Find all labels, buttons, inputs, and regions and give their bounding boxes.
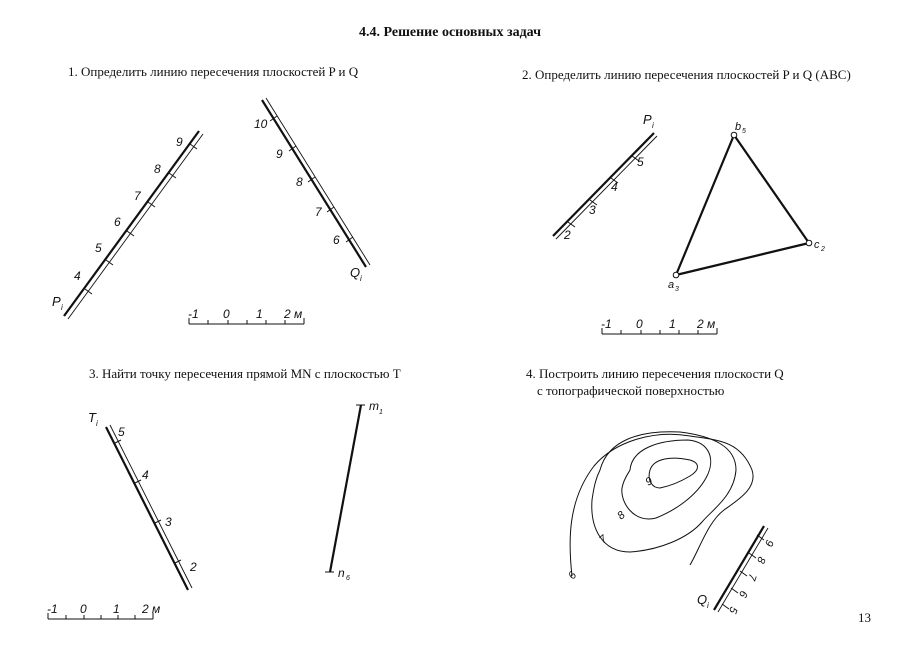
vertex-a-subscript: 3 <box>675 286 679 293</box>
task-2-label: 2. Определить линию пересечения плоскостей P и Q (ABC) <box>522 67 851 82</box>
task-1-p-mark: 7 <box>134 189 141 203</box>
task-3-scale-tick: 1 <box>113 602 120 616</box>
task-2-scale-tick: -1 <box>601 317 612 331</box>
task-1-p-mark: 5 <box>95 241 102 255</box>
vertex-c-subscript: 2 <box>821 246 825 253</box>
task-1-plane-q <box>262 98 370 267</box>
task-4-q-mark: 8 <box>754 554 768 565</box>
point-m-subscript: 1 <box>379 409 383 416</box>
vertex-c-label: c <box>814 239 820 251</box>
task-1-q-mark: 8 <box>296 175 303 189</box>
task-1-scale-tick: 2 м <box>284 307 303 321</box>
task-3-t-subscript: i <box>96 419 98 428</box>
vertex-a <box>673 272 679 278</box>
point-n-label: n <box>338 566 345 580</box>
task-2-p-mark: 5 <box>637 155 644 169</box>
task-3-label: 3. Найти точку пересечения прямой MN с плоскостью T <box>89 366 401 381</box>
task-3-scale-tick: 0 <box>80 602 87 616</box>
task-1-scale-tick: -1 <box>188 307 199 321</box>
task-4-q-subscript: i <box>707 601 709 610</box>
task-1-plane-p <box>64 131 203 319</box>
task-2-p-mark: 4 <box>611 180 618 194</box>
task-3-t-name: T <box>88 410 96 425</box>
page-number: 13 <box>858 610 871 625</box>
task-1-p-mark: 8 <box>154 162 161 176</box>
task-1-scale-tick: 1 <box>256 307 263 321</box>
task-1-p-name: P <box>52 294 61 309</box>
contour-label: 6 <box>566 569 580 582</box>
contour-9 <box>649 458 697 488</box>
vertex-b-subscript: 5 <box>742 128 746 135</box>
task-1-q-mark: 7 <box>315 205 322 219</box>
task-2-scale-tick: 0 <box>636 317 643 331</box>
contour-label: 7 <box>597 533 610 547</box>
contour-8 <box>622 440 711 519</box>
task-1-label: 1. Определить линию пересечения плоскостей P и Q <box>68 64 359 79</box>
task-3-scale <box>48 613 153 619</box>
contour-label: 9 <box>643 475 655 489</box>
vertex-a-label: a <box>668 279 675 291</box>
task-4-label-line1: 4. Построить линию пересечения плоскости Q <box>526 366 784 381</box>
task-3-t-mark: 3 <box>165 515 172 529</box>
task-1-q-mark: 6 <box>333 233 340 247</box>
vertex-c <box>806 240 812 246</box>
task-1-q-name: Q <box>350 265 361 280</box>
task-2-scale-tick: 1 <box>669 317 676 331</box>
point-n-subscript: 6 <box>346 575 350 582</box>
task-4-plane-q <box>714 526 768 612</box>
task-1-scale-tick: 0 <box>223 307 230 321</box>
task-3-line-mn <box>325 405 365 572</box>
task-4-q-name: Q <box>697 592 708 607</box>
task-2-p-mark: 2 <box>564 228 571 242</box>
task-1-p-mark: 4 <box>74 269 81 283</box>
task-1-q-subscript: i <box>360 274 362 283</box>
page-title: 4.4. Решение основных задач <box>359 25 541 40</box>
task-4-q-mark: 6 <box>736 588 750 599</box>
task-3-scale-tick: -1 <box>47 602 58 616</box>
task-2-scale-tick: 2 м <box>697 317 716 331</box>
task-3-t-mark: 4 <box>142 468 149 482</box>
task-4-q-mark: 9 <box>762 537 776 548</box>
task-3-plane-t <box>106 425 192 590</box>
task-2-p-subscript: i <box>652 121 654 130</box>
task-3-t-mark: 5 <box>118 425 125 439</box>
task-3-scale-tick: 2 м <box>142 602 161 616</box>
point-m-label: m <box>369 399 379 413</box>
task-4-q-mark: 5 <box>726 604 740 615</box>
task-2-p-mark: 3 <box>589 203 596 217</box>
task-2-p-name: P <box>643 112 652 127</box>
task-2-plane-p <box>553 133 657 239</box>
contour-label: 8 <box>615 509 628 523</box>
vertex-b <box>731 132 737 138</box>
task-1-p-mark: 9 <box>176 135 183 149</box>
task-1-q-mark: 10 <box>254 117 268 131</box>
task-1-p-mark: 6 <box>114 215 121 229</box>
task-4-q-mark: 7 <box>745 571 759 582</box>
task-4-label-line2: с топографической поверхностью <box>537 383 725 398</box>
vertex-b-label: b <box>735 121 742 133</box>
task-1-p-subscript: i <box>61 303 63 312</box>
contour-6 <box>570 434 753 576</box>
task-2-triangle <box>676 135 809 275</box>
task-4-contours <box>570 432 753 576</box>
task-1-q-mark: 9 <box>276 147 283 161</box>
task-3-t-mark: 2 <box>190 560 197 574</box>
